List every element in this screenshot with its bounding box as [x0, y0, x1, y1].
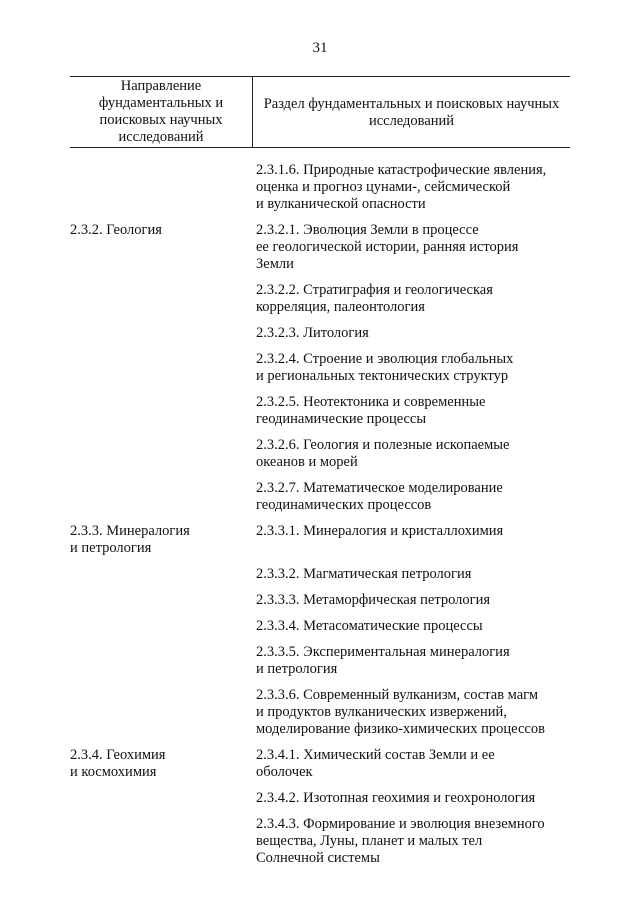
table-row	[70, 325, 570, 342]
table-row	[70, 523, 570, 557]
direction-cell	[70, 437, 256, 471]
table-row	[70, 566, 570, 583]
section-cell: 2.3.2.1. Эволюция Земли в процессе ее геологической истории, ранняя история Земли	[256, 222, 519, 272]
section-cell: 2.3.2.4. Строение и эволюция глобальных и региональных тектонических структур	[256, 351, 514, 384]
table-row	[70, 747, 570, 781]
table-row	[70, 282, 570, 316]
table-row	[70, 222, 570, 273]
table-body	[70, 162, 570, 876]
table-row	[70, 437, 570, 471]
direction-cell: 2.3.3. Минералогия и петрология	[70, 523, 190, 556]
section-cell: 2.3.3.5. Экспериментальная минералогия и петрология	[256, 644, 510, 677]
section-cell: 2.3.2.6. Геология и полезные ископаемые океанов и морей	[256, 437, 510, 470]
section-cell: 2.3.4.1. Химический состав Земли и ее оболочек	[256, 747, 495, 780]
section-cell: 2.3.4.2. Изотопная геохимия и геохронология	[256, 790, 536, 806]
table-row	[70, 351, 570, 385]
section-cell: 2.3.3.2. Магматическая петрология	[256, 566, 472, 582]
section-cell: 2.3.2.2. Стратиграфия и геологическая корреляция, палеонтология	[256, 282, 493, 315]
direction-cell	[70, 687, 256, 738]
direction-cell	[70, 790, 256, 807]
section-cell: 2.3.1.6. Природные катастрофические явления, оценка и прогноз цунами-, сейсмической и вулканической опасности	[256, 162, 547, 212]
direction-cell	[70, 618, 256, 635]
direction-cell	[70, 325, 256, 342]
section-cell: 2.3.3.6. Современный вулканизм, состав магм и продуктов вулканических извержений, моделирование физико-химических процессов	[256, 687, 545, 737]
header-direction: Направление фундаментальных и поисковых научных исследований	[98, 78, 224, 145]
direction-cell	[70, 394, 256, 428]
table-row	[70, 162, 570, 213]
table-row	[70, 816, 570, 867]
direction-cell: 2.3.4. Геохимия и космохимия	[70, 747, 166, 780]
direction-cell	[70, 592, 256, 609]
table-row	[70, 790, 570, 807]
table-row	[70, 644, 570, 678]
direction-cell	[70, 162, 256, 213]
table-row	[70, 480, 570, 514]
direction-cell	[70, 816, 256, 867]
header-bottom-rule	[70, 147, 570, 148]
section-cell: 2.3.4.3. Формирование и эволюция внеземного вещества, Луны, планет и малых тел Солнечной системы	[256, 816, 545, 866]
direction-cell	[70, 282, 256, 316]
header-section: Раздел фундаментальных и поисковых научных исследований	[263, 96, 560, 129]
table-top-rule	[70, 76, 570, 77]
section-cell: 2.3.3.1. Минералогия и кристаллохимия	[256, 523, 504, 539]
section-cell: 2.3.2.7. Математическое моделирование геодинамических процессов	[256, 480, 503, 513]
section-cell: 2.3.3.4. Метасоматические процессы	[256, 618, 483, 634]
direction-cell: 2.3.2. Геология	[70, 222, 162, 238]
direction-cell	[70, 351, 256, 385]
direction-cell	[70, 644, 256, 678]
section-cell: 2.3.3.3. Метаморфическая петрология	[256, 592, 491, 608]
table-row	[70, 618, 570, 635]
direction-cell	[70, 480, 256, 514]
page-number: 31	[312, 40, 328, 56]
table-row	[70, 394, 570, 428]
section-cell: 2.3.2.5. Неотектоника и современные геодинамические процессы	[256, 394, 486, 427]
table-row	[70, 592, 570, 609]
section-cell: 2.3.2.3. Литология	[256, 325, 369, 341]
table-row	[70, 687, 570, 738]
direction-cell	[70, 566, 256, 583]
